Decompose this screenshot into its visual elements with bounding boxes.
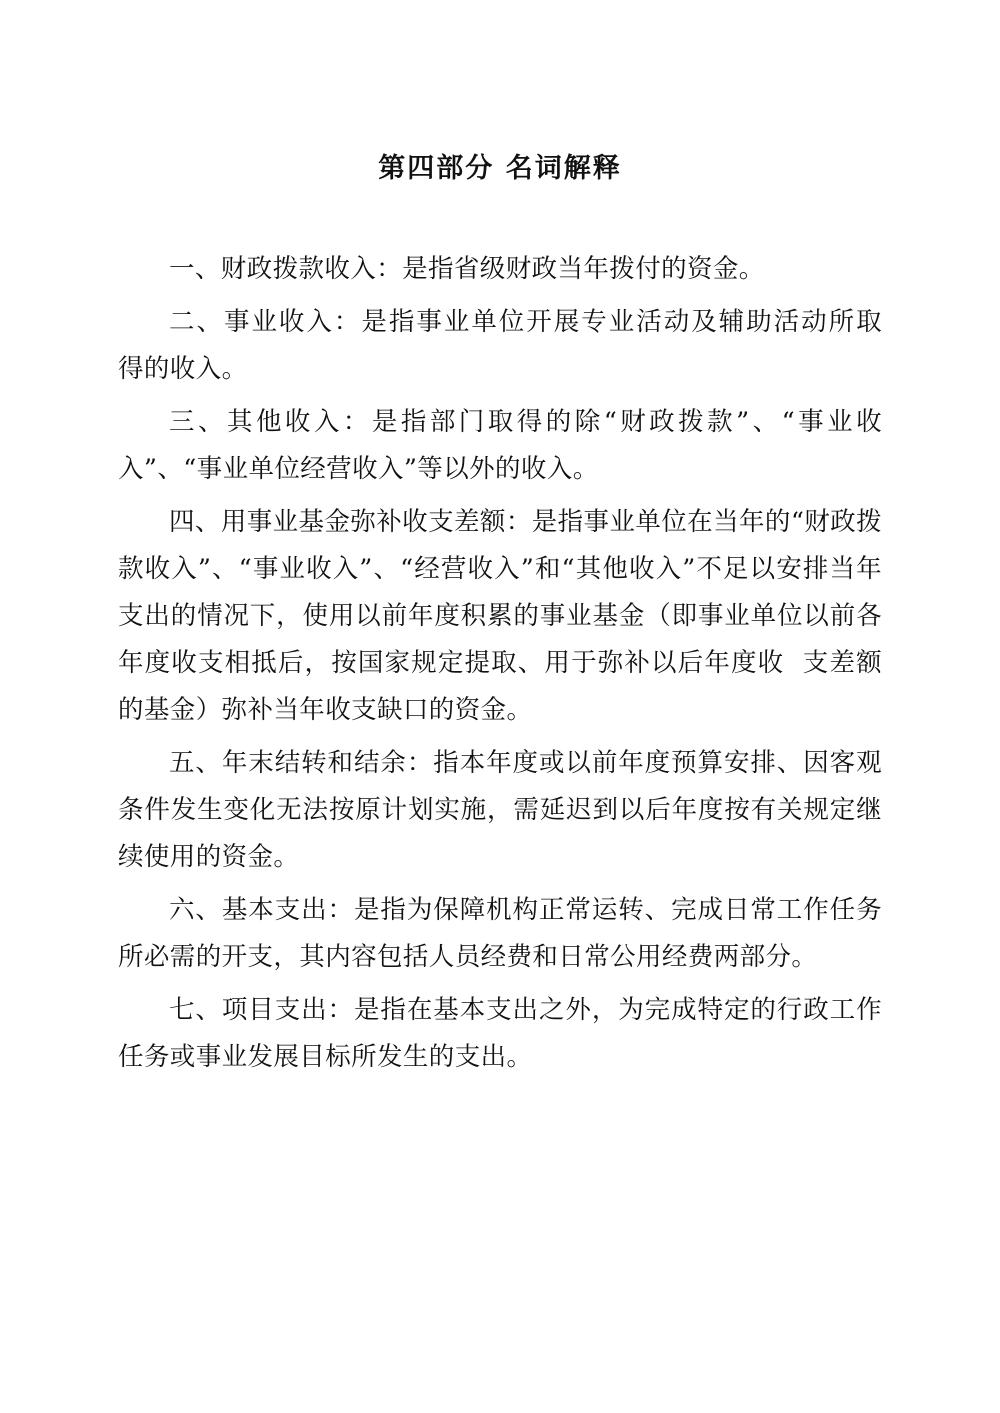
paragraph-item: 一、财政拨款收入：是指省级财政当年拨付的资金。	[169, 253, 765, 284]
paragraph-item: 七、项目支出：是指在基本支出之外，为完成特定的行政工作任务或事业发展目标所发生的支出。	[118, 994, 882, 1072]
page-title: 第四部分 名词解释	[378, 153, 622, 184]
paragraph-item: 三、其他收入：是指部门取得的除“财政拨款”、“事业收入”、“事业单位经营收入”等以外的收入。	[118, 406, 882, 484]
paragraph-item: 二、事业收入：是指事业单位开展专业活动及辅助活动所取 得的收入。	[118, 306, 900, 384]
paragraph-item: 四、用事业基金弥补收支差额：是指事业单位在当年的“财政拨款收入”、“事业收入”、“经营收入”和“其他收入”不足以安排当年支出的情况下，使用以前年度积累的事业基金（即事业单位以前各年度收支相抵后，按国家规定提取、用于弥补以后年度收 支差额的基金）弥补当年收支缺口的资金。	[118, 506, 882, 725]
paragraph-item: 五、年末结转和结余：指本年度或以前年度预算安排、因客观条件发生变化无法按原计划实施，需延迟到以后年度按有关规定继续使用的资金。	[118, 747, 882, 872]
paragraph-item: 六、基本支出：是指为保障机构正常运转、完成日常工作任务所必需的开支，其内容包括人员经费和日常公用经费两部分。	[118, 894, 882, 972]
document-body	[118, 246, 900, 1081]
